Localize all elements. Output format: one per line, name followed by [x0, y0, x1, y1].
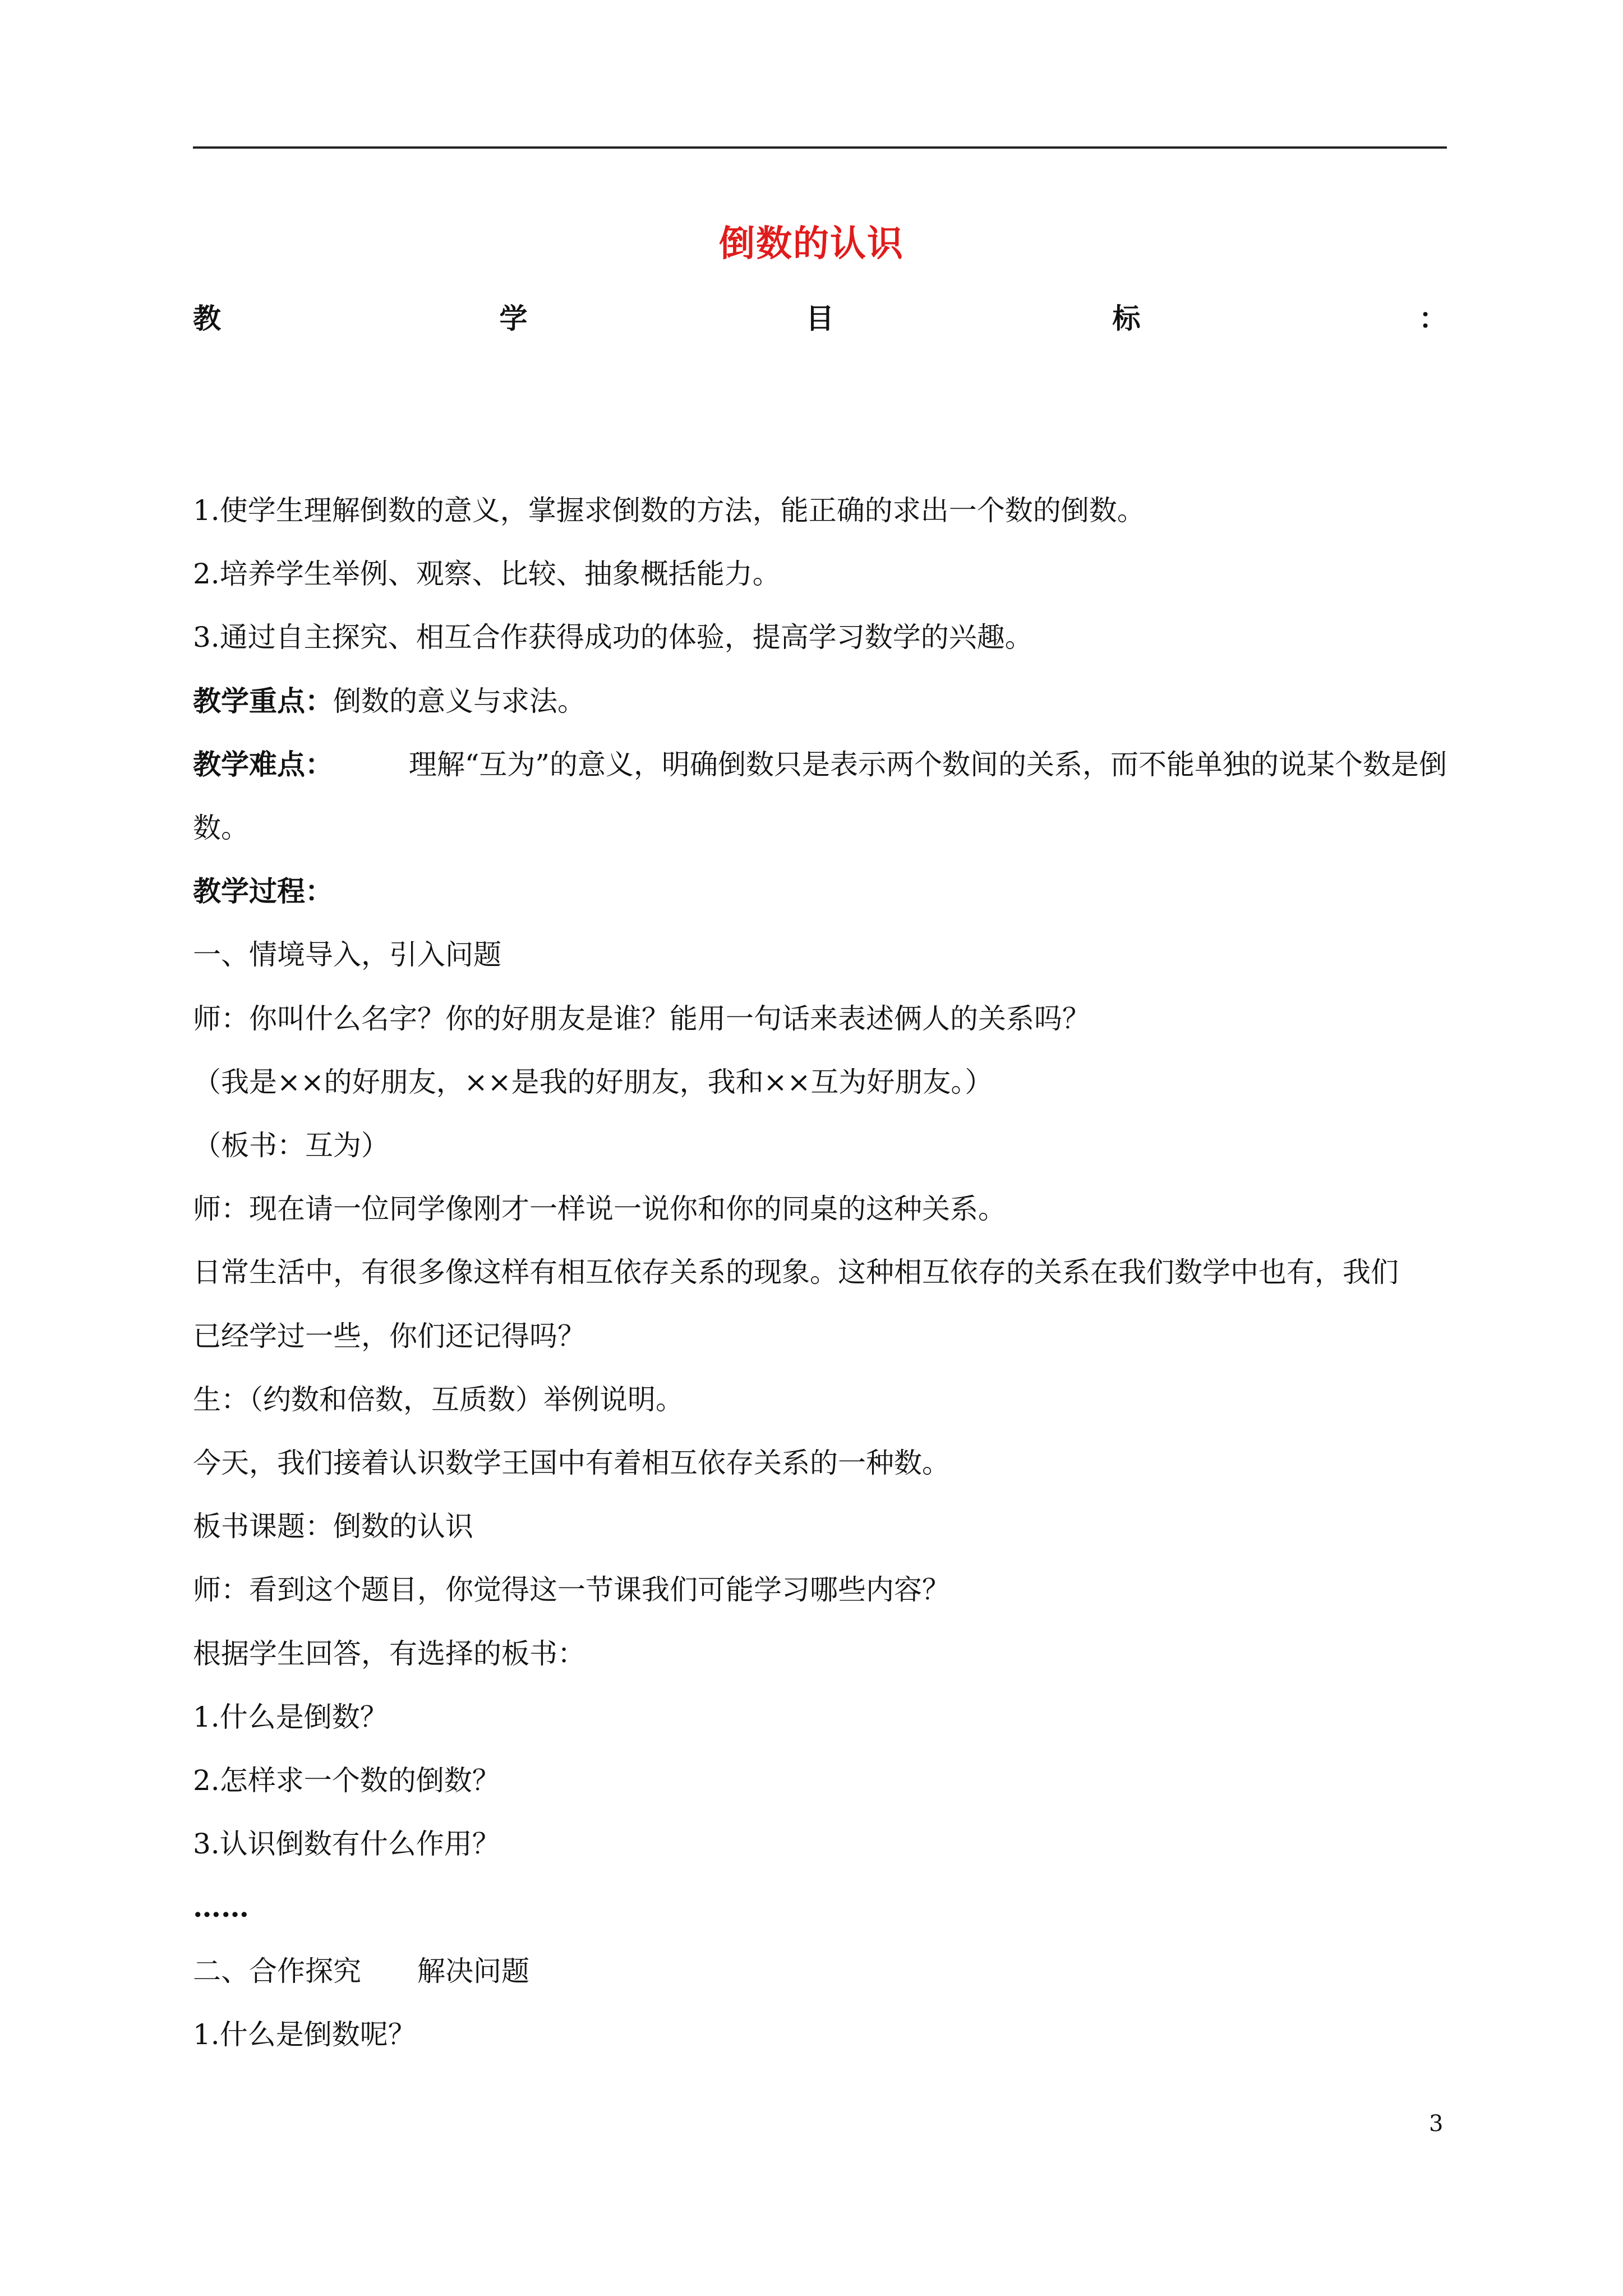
paragraph-line: 师：看到这个题目，你觉得这一节课我们可能学习哪些内容？ — [193, 1573, 950, 1606]
paragraph-line: 生：（约数和倍数，互质数）举例说明。 — [193, 1383, 684, 1416]
difficulty-text: 理解“互为”的意义，明确倒数只是表示两个数间的关系，而不能单独的说某个数是倒 — [408, 748, 1447, 781]
paragraph-line: 师：现在请一位同学像刚才一样说一说你和你的同桌的这种关系。 — [193, 1193, 1006, 1225]
objectives-heading-char: ： — [1419, 302, 1447, 335]
list-item: 3.认识倒数有什么作用？ — [193, 1828, 500, 1860]
paragraph-line: 板书课题：倒数的认识 — [193, 1510, 473, 1543]
paragraph-line: 已经学过一些，你们还记得吗？ — [193, 1320, 585, 1352]
key-point-label: 教学重点： — [193, 684, 333, 717]
objective-item: 2.培养学生举例、观察、比较、抽象概括能力。 — [193, 558, 781, 590]
list-item: 1.什么是倒数？ — [193, 1701, 388, 1733]
process-heading: 教学过程： — [193, 875, 333, 908]
difficulty-label: 教学难点： — [193, 748, 333, 781]
paragraph-line: 1.什么是倒数呢？ — [193, 2018, 416, 2051]
objectives-heading-char: 学 — [499, 302, 528, 335]
objectives-heading-char: 标 — [1112, 302, 1141, 335]
header-rule — [193, 146, 1447, 149]
objective-item: 1.使学生理解倒数的意义，掌握求倒数的方法，能正确的求出一个数的倒数。 — [193, 494, 1145, 527]
objectives-heading-char: 教 — [193, 302, 221, 335]
key-point-text: 倒数的意义与求法。 — [333, 685, 585, 717]
ellipsis: …… — [193, 1890, 249, 1924]
section-heading: 一、情境导入，引入问题 — [193, 938, 501, 971]
paragraph-line: （我是××的好朋友，××是我的好朋友，我和××互为好朋友。） — [193, 1066, 993, 1098]
paragraph-line: （板书：互为） — [193, 1129, 389, 1162]
objective-item: 3.通过自主探究、相互合作获得成功的体验，提高学习数学的兴趣。 — [193, 621, 1033, 654]
objectives-heading — [193, 296, 1447, 337]
paragraph-line: 今天，我们接着认识数学王国中有着相互依存关系的一种数。 — [193, 1447, 950, 1479]
paragraph-line: 师：你叫什么名字？你的好朋友是谁？能用一句话来表述俩人的关系吗？ — [193, 1002, 1090, 1035]
document-title: 倒数的认识 — [719, 223, 904, 265]
list-item: 2.怎样求一个数的倒数？ — [193, 1764, 500, 1797]
difficulty-line-1 — [193, 748, 1447, 781]
page-number: 3 — [1429, 2111, 1444, 2137]
section-heading: 二、合作探究 解决问题 — [193, 1955, 529, 1987]
paragraph-line: 日常生活中，有很多像这样有相互依存关系的现象。这种相互依存的关系在我们数学中也有，我们 — [193, 1256, 1399, 1289]
objectives-heading-char: 目 — [806, 302, 834, 335]
paragraph-line: 根据学生回答，有选择的板书： — [193, 1637, 585, 1670]
difficulty-line-2: 数。 — [193, 812, 249, 844]
key-point — [193, 684, 585, 718]
